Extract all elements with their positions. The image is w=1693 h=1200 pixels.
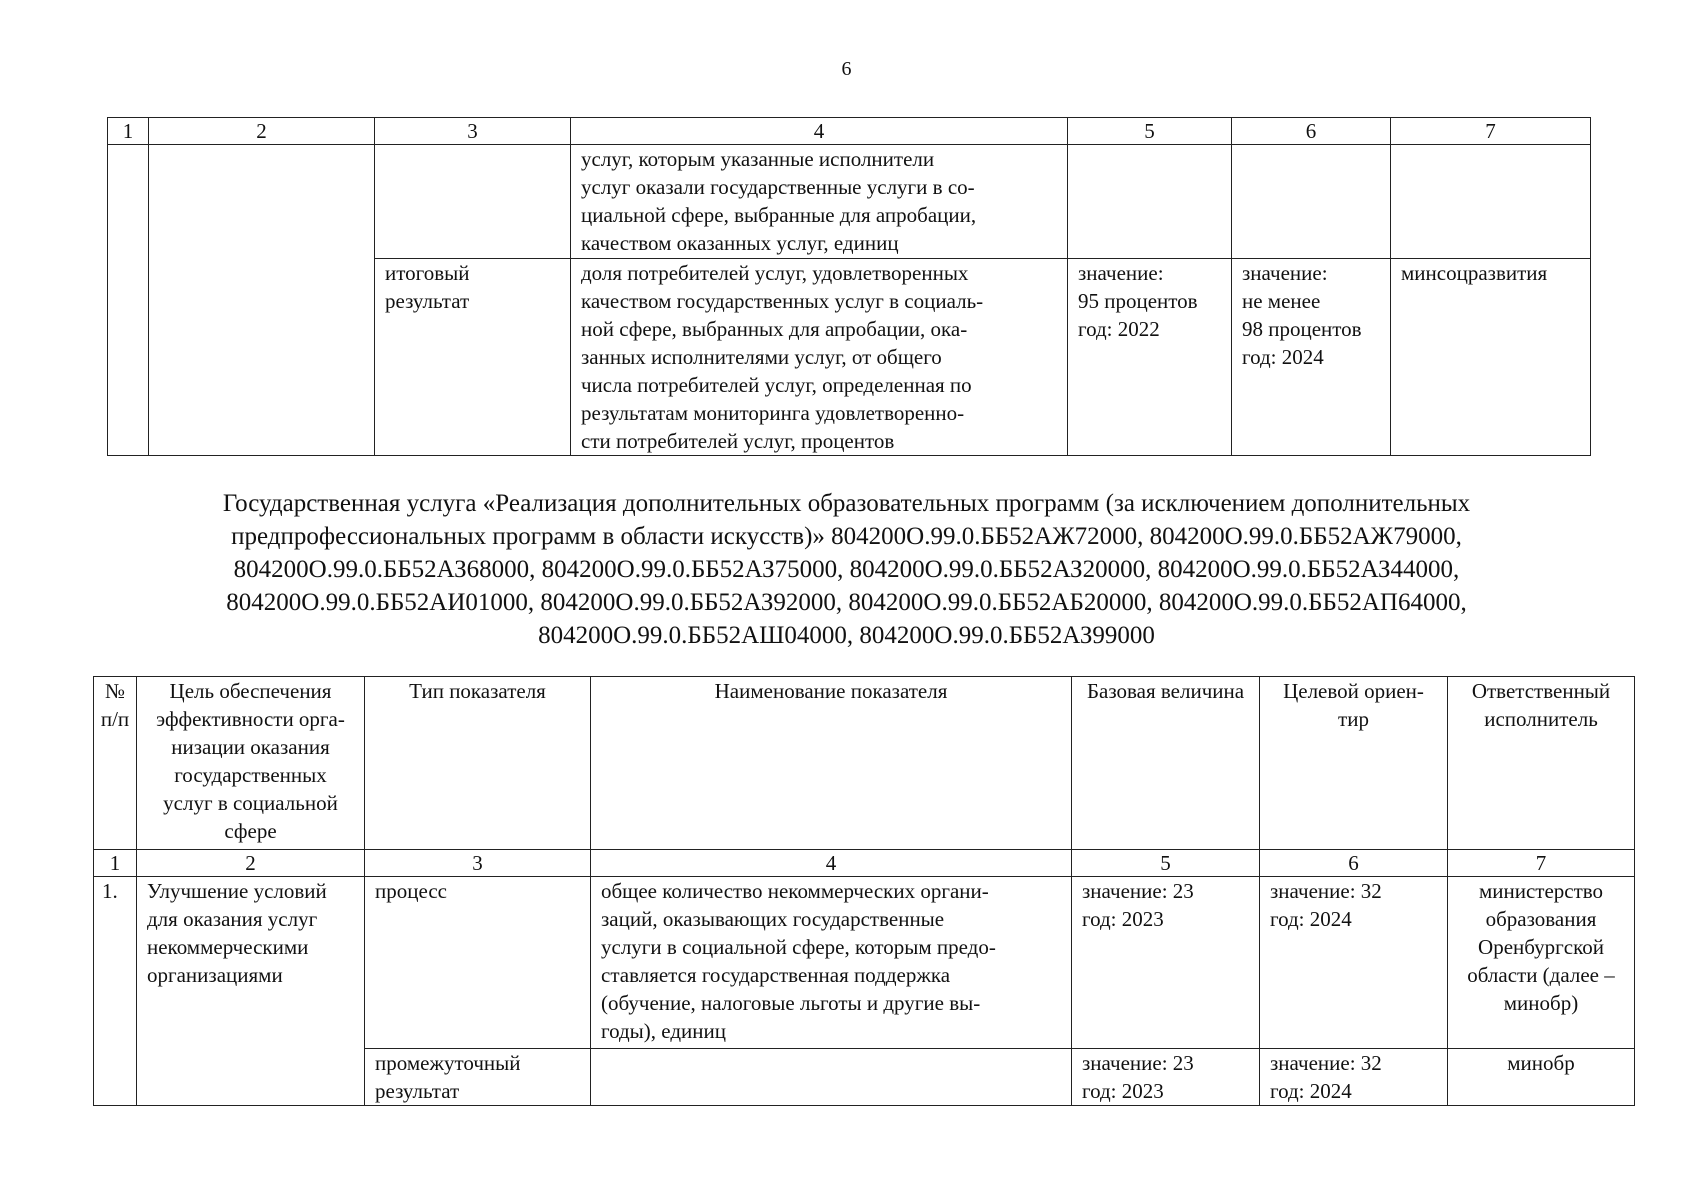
column-number: 5	[1068, 118, 1232, 145]
goal-cell: Улучшение условий для оказания услуг некоммерческими организациями	[137, 877, 365, 1106]
column-number: 3	[375, 118, 571, 145]
header-goal: Цель обеспечения эффективности орга- низации оказания государственных услуг в социальной сфере	[137, 677, 365, 850]
page-number: 6	[841, 58, 852, 80]
column-number: 7	[1391, 118, 1591, 145]
column-number: 4	[571, 118, 1068, 145]
column-number: 1	[108, 118, 149, 145]
indicators-table-continued	[107, 117, 1591, 456]
header-indicator-name: Наименование показателя	[591, 677, 1072, 850]
target-value-cell: значение: не менее 98 процентов год: 2024	[1232, 259, 1391, 456]
responsible-cell: минсоцразвития	[1391, 259, 1591, 456]
target-value-cell: значение: 32 год: 2024	[1260, 1049, 1448, 1106]
base-value-cell	[1068, 145, 1232, 259]
responsible-cell	[1391, 145, 1591, 259]
header-target: Целевой ориен- тир	[1260, 677, 1448, 850]
num-cell	[108, 145, 149, 456]
column-number: 5	[1072, 850, 1260, 877]
column-number: 2	[137, 850, 365, 877]
base-value-cell: значение: 95 процентов год: 2022	[1068, 259, 1232, 456]
type-cell: промежуточный результат	[365, 1049, 591, 1106]
column-number: 3	[365, 850, 591, 877]
header-responsible: Ответственный исполнитель	[1448, 677, 1635, 850]
table-row	[94, 877, 1635, 1049]
column-number-row	[94, 850, 1635, 877]
indicator-name-cell: доля потребителей услуг, удовлетворенных качеством государственных услуг в социаль- ной сфере, выбранных для апробации, ока- занных исполнителями услуг, от общего числа потребителей услуг, определенная по результатам мониторинга удовлетворенно- сти потребителей услуг, процентов	[571, 259, 1068, 456]
target-value-cell: значение: 32 год: 2024	[1260, 877, 1448, 1049]
column-number: 6	[1232, 118, 1391, 145]
indicator-name-cell	[591, 1049, 1072, 1106]
row-number: 1.	[94, 877, 137, 1106]
goal-cell	[149, 145, 375, 456]
column-number: 1	[94, 850, 137, 877]
base-value-cell: значение: 23 год: 2023	[1072, 1049, 1260, 1106]
type-cell: итоговый результат	[375, 259, 571, 456]
table-row	[108, 145, 1591, 259]
service-title: Государственная услуга «Реализация дополнительных образовательных программ (за исключением дополнительных предпрофессиональных программ в области искусств)» 804200О.99.0.ББ52АЖ72000, 804200О.99.0.ББ52АЖ79000, 804200О.99.0.ББ52АЗ68000, 804200О.99.0.ББ52АЗ75000, 804200О.99.0.ББ52АЗ20000, 804200О.99.0.ББ52АЗ44000, 804200О.99.0.ББ52АИ01000, 804200О.99.0.ББ52АЗ92000, 804200О.99.0.ББ52АБ20000, 804200О.99.0.ББ52АП64000, 804200О.99.0.ББ52АШ04000, 804200О.99.0.ББ52АЗ99000	[222, 490, 1471, 649]
column-number: 2	[149, 118, 375, 145]
type-cell: процесс	[365, 877, 591, 1049]
responsible-cell: минобр	[1448, 1049, 1635, 1106]
header-type: Тип показателя	[365, 677, 591, 850]
column-number: 7	[1448, 850, 1635, 877]
indicator-name-cell: общее количество некоммерческих органи- заций, оказывающих государственные услуги в социальной сфере, которым предо- ставляется государственная поддержка (обучение, налоговые льготы и другие вы- годы), единиц	[591, 877, 1072, 1049]
target-value-cell	[1232, 145, 1391, 259]
header-num: № п/п	[94, 677, 137, 850]
responsible-cell: министерство образования Оренбургской области (далее – минобр)	[1448, 877, 1635, 1049]
type-cell	[375, 145, 571, 259]
header-base-value: Базовая величина	[1072, 677, 1260, 850]
column-number: 6	[1260, 850, 1448, 877]
column-number: 4	[591, 850, 1072, 877]
indicator-name-cell: услуг, которым указанные исполнители услуг оказали государственные услуги в со- циальной сфере, выбранные для апробации, качеством оказанных услуг, единиц	[571, 145, 1068, 259]
indicators-table	[93, 676, 1635, 1106]
column-number-row	[108, 118, 1591, 145]
header-row	[94, 677, 1635, 850]
base-value-cell: значение: 23 год: 2023	[1072, 877, 1260, 1049]
